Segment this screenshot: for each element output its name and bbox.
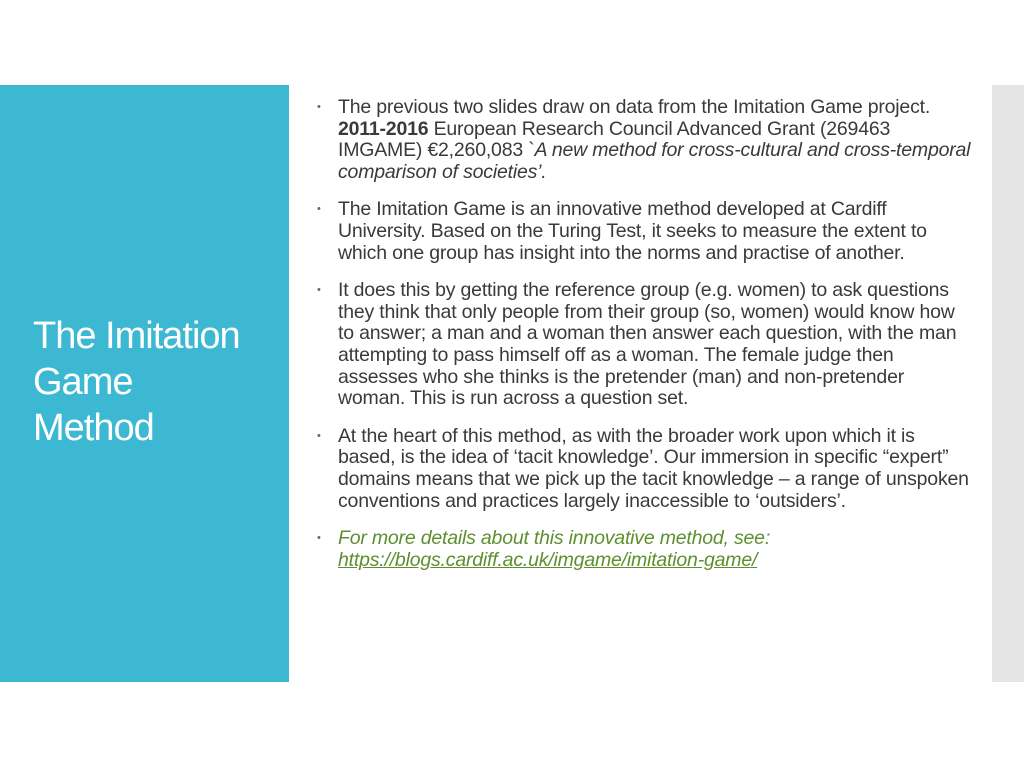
bullet-dot-icon: • xyxy=(317,429,321,442)
bullet-dot-icon: • xyxy=(317,532,321,545)
bullet-italic-text: For more details about this innovative method, see: xyxy=(338,527,771,550)
bullet-item xyxy=(313,199,973,264)
slide-title xyxy=(33,313,283,451)
bullet-bold-text: 2011-2016 xyxy=(338,117,429,140)
bullet-italic-text: A new method for cross-cultural and cross-temporal comparison of societies’. xyxy=(338,139,971,183)
bullet-dot-icon: • xyxy=(317,203,321,216)
slide-title-line: The Imitation xyxy=(33,315,240,357)
bullet-dot-icon: • xyxy=(317,284,321,297)
bullet-text: European Research Council Advanced Grant (269463 IMGAME) €2,260,083 ` xyxy=(338,117,891,162)
bullet-text: It does this by getting the reference group (e.g. women) to ask questions they think that only people from their group (so, women) would know how to answer; a man and a woman then answer each question, with the man attempting to pass himself off as a woman. The female judge then assesses who she thinks is the pretender (man) and non-pretender woman. This is run across a question set. xyxy=(338,279,957,410)
side-scroll-strip xyxy=(992,85,1024,682)
bullet-list xyxy=(313,97,973,587)
imitation-game-link[interactable]: https://blogs.cardiff.ac.uk/imgame/imitation-game/ xyxy=(338,548,758,571)
bullet-dot-icon: • xyxy=(317,101,321,113)
slide-title-line: Method xyxy=(33,407,154,449)
bullet-text: The Imitation Game is an innovative method developed at Cardiff University. Based on the Turing Test, it seeks to measure the extent to which one group has insight into the norms and practise of another. xyxy=(338,198,927,264)
bullet-item xyxy=(313,280,973,410)
bullet-text: At the heart of this method, as with the broader work upon which it is based, is the idea of ‘tacit knowledge’. Our immersion in specific “expert” domains means that we pick up the tacit knowledge – a range of unspoken conventions and practices largely inaccessible to ‘outsiders’. xyxy=(338,424,969,512)
bullet-text: The previous two slides draw on data from the Imitation Game project. xyxy=(338,96,931,118)
bullet-item xyxy=(313,97,973,183)
bullet-item xyxy=(313,528,973,571)
bullet-item xyxy=(313,426,973,512)
slide-title-line: Game xyxy=(33,361,133,403)
